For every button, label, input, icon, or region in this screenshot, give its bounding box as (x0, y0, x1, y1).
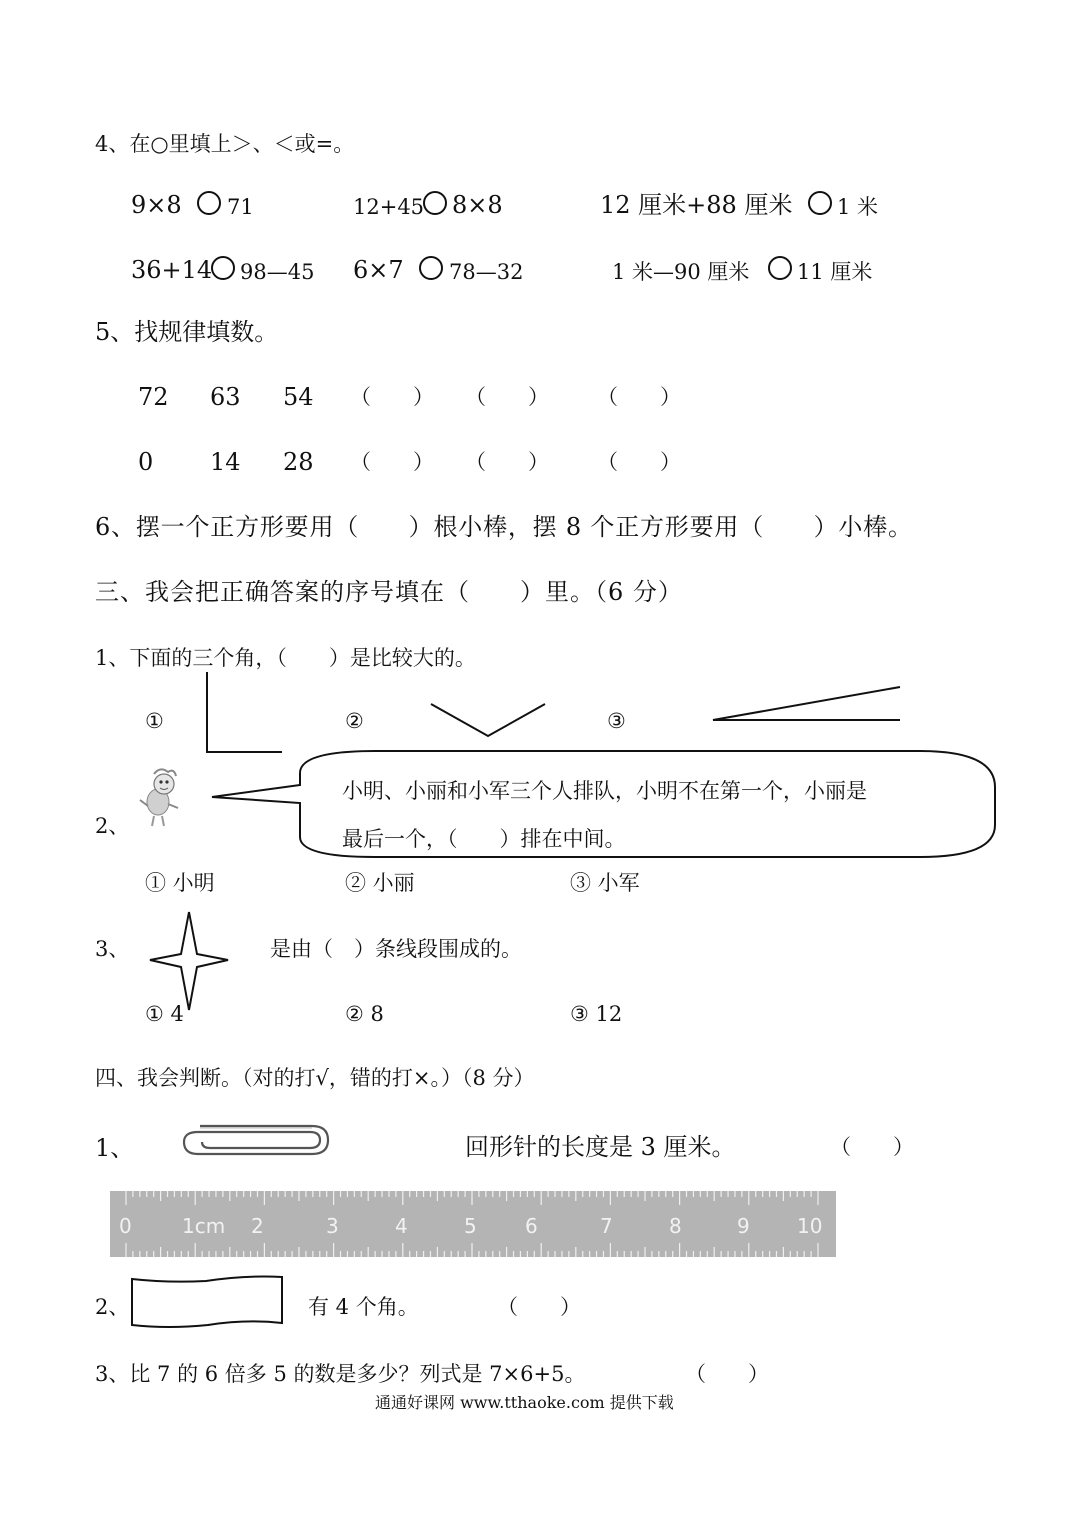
section3-title: 三、我会把正确答案的序号填在（ ）里。（6 分） (95, 578, 683, 606)
s3-q1-text: 1、下面的三个角，（ ）是比较大的。 (95, 646, 476, 670)
q4-r1-a-left: 9×8 (131, 191, 182, 219)
ruler-label: 7 (600, 1214, 613, 1238)
q5-r2-n2: 14 (210, 448, 241, 476)
q5-r1-blank3[interactable]: （ ） (597, 385, 681, 409)
ruler-label: 0 (119, 1214, 132, 1238)
s3-q2-option2[interactable]: ② 小丽 (345, 871, 415, 895)
footer-text: 通通好课网 www.tthaoke.com 提供下载 (375, 1393, 674, 1412)
s3-q3-text: 是由（ ）条线段围成的。 (270, 937, 522, 961)
cartoon-character-icon (136, 762, 206, 832)
s3-q1-option3[interactable]: ③ (607, 709, 626, 733)
s4-q3-text: 3、比 7 的 6 倍多 5 的数是多少？列式是 7×6+5。 (95, 1362, 586, 1386)
s4-q1-text: 回形针的长度是 3 厘米。 (465, 1133, 736, 1161)
s4-q1-blank[interactable]: （ ） (830, 1135, 914, 1159)
q4-r2-c-right: 11 厘米 (797, 260, 873, 284)
s3-q3-option2[interactable]: ② 8 (345, 1002, 384, 1026)
speech-bubble (200, 745, 1000, 870)
compare-circle-icon[interactable] (418, 255, 446, 283)
q5-r2-n1: 0 (138, 448, 154, 476)
q5-r1-n2: 63 (210, 383, 241, 411)
ruler (110, 1191, 836, 1257)
s3-q1-option1[interactable]: ① (145, 709, 164, 733)
s3-q3-option3[interactable]: ③ 12 (570, 1002, 623, 1026)
q4-r1-c-left: 12 厘米+88 厘米 (600, 191, 793, 219)
s3-q1-option2[interactable]: ② (345, 709, 364, 733)
s3-q3-number: 3、 (95, 937, 130, 961)
bubble-line2: 最后一个，（ ）排在中间。 (342, 827, 626, 851)
compare-circle-icon[interactable] (807, 190, 835, 218)
ruler-label: 8 (669, 1214, 682, 1238)
ruler-label: 10 (797, 1214, 823, 1238)
q4-r1-c-right: 1 米 (837, 195, 879, 219)
q5-r1-n3: 54 (283, 383, 314, 411)
q5-r2-blank1[interactable]: （ ） (350, 450, 434, 474)
q5-r1-blank2[interactable]: （ ） (465, 385, 549, 409)
q5-r2-blank3[interactable]: （ ） (597, 450, 681, 474)
ruler-label: 5 (464, 1214, 477, 1238)
q4-r2-a-right: 98—45 (240, 260, 315, 284)
section4-title: 四、我会判断。（对的打√，错的打×。）（8 分） (95, 1066, 535, 1090)
q6-text: 6、摆一个正方形要用（ ）根小棒，摆 8 个正方形要用（ ）小棒。 (95, 513, 913, 541)
s4-q1-number: 1、 (95, 1134, 135, 1162)
s3-q3-option1[interactable]: ① 4 (145, 1002, 184, 1026)
bubble-line1: 小明、小丽和小军三个人排队，小明不在第一个，小丽是 (342, 779, 867, 803)
s4-q2-blank[interactable]: （ ） (497, 1295, 581, 1319)
s4-q2-text: 有 4 个角。 (308, 1295, 419, 1319)
ruler-label: 6 (525, 1214, 538, 1238)
obtuse-angle-figure (425, 698, 550, 743)
acute-angle-figure (710, 683, 905, 728)
q4-r1-b-left: 12+45 (353, 195, 425, 219)
ruler-label: 3 (326, 1214, 339, 1238)
s3-q2-option3[interactable]: ③ 小军 (570, 871, 640, 895)
q5-r1-blank1[interactable]: （ ） (350, 385, 434, 409)
s3-q2-option1[interactable]: ① 小明 (145, 871, 215, 895)
ruler-label: 9 (737, 1214, 750, 1238)
q4-r1-b-right: 8×8 (452, 191, 503, 219)
q4-r2-a-left: 36+14 (131, 256, 213, 284)
q4-title: 4、在○里填上＞、＜或=。 (95, 132, 355, 156)
q4-r1-a-right: 71 (227, 195, 254, 219)
q4-r2-c-left: 1 米—90 厘米 (612, 260, 750, 284)
compare-circle-icon[interactable] (210, 255, 238, 283)
wavy-shape-figure (128, 1271, 288, 1331)
ruler-label: 1cm (182, 1214, 226, 1238)
q5-r2-blank2[interactable]: （ ） (465, 450, 549, 474)
paper-clip-icon (180, 1122, 332, 1158)
s4-q2-number: 2、 (95, 1295, 130, 1319)
four-point-star-figure (146, 910, 232, 1015)
q5-title: 5、找规律填数。 (95, 318, 279, 346)
s4-q3-blank[interactable]: （ ） (685, 1362, 769, 1386)
q5-r2-n3: 28 (283, 448, 314, 476)
compare-circle-icon[interactable] (767, 255, 795, 283)
q5-r1-n1: 72 (138, 383, 169, 411)
q4-r2-b-left: 6×7 (353, 256, 404, 284)
ruler-label: 2 (251, 1214, 264, 1238)
s3-q2-number: 2、 (95, 814, 130, 838)
ruler-label: 4 (395, 1214, 408, 1238)
compare-circle-icon[interactable] (422, 190, 450, 218)
compare-circle-icon[interactable] (196, 190, 224, 218)
q4-r2-b-right: 78—32 (449, 260, 524, 284)
